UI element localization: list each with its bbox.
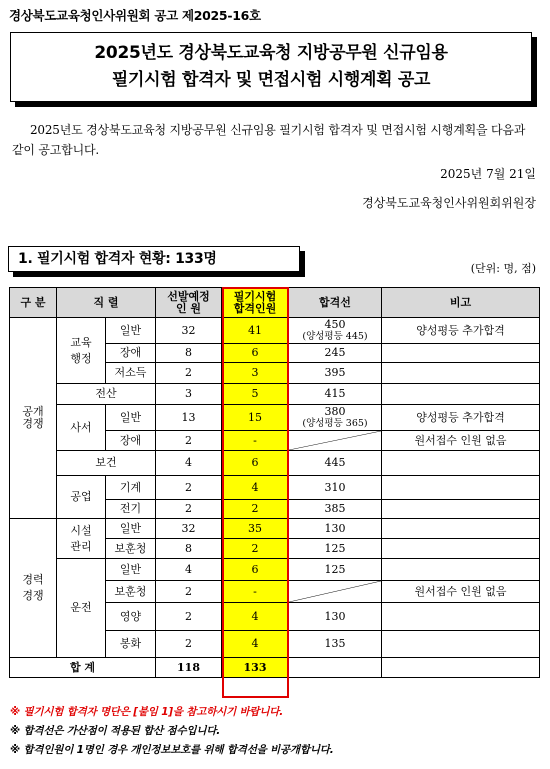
cell-passed: - (222, 431, 289, 451)
cell-remarks: 양성평등 추가합격 (382, 405, 540, 431)
cell-job: 보훈청 (106, 539, 156, 559)
cell-job: 일반 (106, 519, 156, 539)
cell-remarks (382, 539, 540, 559)
cell-cutoff: 130 (289, 519, 382, 539)
cell-job: 저소득 (106, 363, 156, 384)
cell-cutoff (289, 318, 382, 344)
note-1: ※ 필기시험 합격자 명단은 [붙임 1]을 참고하시기 바랍니다. (10, 706, 284, 718)
table-row (10, 405, 540, 431)
cell-cutoff: 135 (289, 631, 382, 658)
header-job: 직 렬 (57, 288, 156, 318)
cell-passed: 2 (222, 500, 289, 519)
total-passed: 133 (222, 658, 289, 678)
cell-cutoff-empty (289, 431, 382, 451)
cell-passed: 35 (222, 519, 289, 539)
cutoff-note: (양성평등 365) (302, 417, 368, 429)
sub-industry: 공업 (57, 476, 106, 519)
cell-cutoff: 310 (289, 476, 382, 500)
note-3: ※ 합격인원이 1명인 경우 개인정보보호를 위해 합격선을 비공개합니다. (10, 744, 334, 756)
cutoff-value: 380 (324, 404, 346, 418)
cell-cutoff: 385 (289, 500, 382, 519)
cell-cutoff: 125 (289, 559, 382, 581)
cell-passed: 6 (222, 451, 289, 476)
header-passed: 필기시험 합격인원 (222, 288, 289, 318)
table-header-row (10, 288, 540, 318)
results-table (9, 287, 540, 678)
cutoff-value: 450 (324, 317, 346, 331)
cell-remarks (382, 363, 540, 384)
cell-planned: 2 (156, 603, 222, 631)
sub-edu-admin: 교육 행정 (57, 318, 106, 384)
diagonal-line (289, 431, 381, 450)
cell-planned: 4 (156, 559, 222, 581)
header-planned: 선발예정 인 원 (156, 288, 222, 318)
cell-planned: 2 (156, 581, 222, 603)
notice-date: 2025년 7월 21일 (440, 167, 536, 181)
cell-planned: 2 (156, 631, 222, 658)
cutoff-note: (양성평등 445) (302, 330, 368, 342)
cell-remarks (382, 519, 540, 539)
cell-remarks: 양성평등 추가합격 (382, 318, 540, 344)
total-cutoff (289, 658, 382, 678)
cell-passed: 15 (222, 405, 289, 431)
header-cutoff: 합격선 (289, 288, 382, 318)
cell-remarks (382, 384, 540, 405)
cell-cutoff: 130 (289, 603, 382, 631)
notes (10, 703, 334, 760)
cell-job: 일반 (106, 318, 156, 344)
cell-planned: 13 (156, 405, 222, 431)
cell-job: 전기 (106, 500, 156, 519)
cell-planned: 32 (156, 318, 222, 344)
cell-job: 장애 (106, 431, 156, 451)
cell-planned: 8 (156, 539, 222, 559)
group-career: 경력 경쟁 (10, 519, 57, 658)
cell-remarks: 원서접수 인원 없음 (382, 431, 540, 451)
table-row (10, 476, 540, 500)
cell-planned: 32 (156, 519, 222, 539)
cell-passed: 5 (222, 384, 289, 405)
cell-passed: 4 (222, 631, 289, 658)
header-division: 구 분 (10, 288, 57, 318)
cell-passed: 4 (222, 603, 289, 631)
group-open: 공개 경쟁 (10, 318, 57, 519)
cell-job: 영양 (106, 603, 156, 631)
cell-job: 보건 (57, 451, 156, 476)
cell-remarks (382, 631, 540, 658)
total-planned: 118 (156, 658, 222, 678)
cell-job: 장애 (106, 344, 156, 363)
cell-remarks: 원서접수 인원 없음 (382, 581, 540, 603)
table-row (10, 519, 540, 539)
cell-passed: 6 (222, 559, 289, 581)
cell-planned: 2 (156, 476, 222, 500)
total-row (10, 658, 540, 678)
diagonal-line (289, 581, 381, 602)
cell-cutoff (289, 405, 382, 431)
note-2: ※ 합격선은 가산점이 적용된 합산 점수입니다. (10, 725, 221, 737)
cell-job: 보훈청 (106, 581, 156, 603)
cell-job: 전산 (57, 384, 156, 405)
notice-number: 경상북도교육청인사위원회 공고 제2025-16호 (9, 8, 261, 23)
cell-planned: 4 (156, 451, 222, 476)
cell-planned: 2 (156, 363, 222, 384)
cell-cutoff: 415 (289, 384, 382, 405)
cell-remarks (382, 476, 540, 500)
cell-passed: 41 (222, 318, 289, 344)
section-1-title: 1. 필기시험 합격자 현황: 133명 (18, 251, 217, 267)
table-row (10, 384, 540, 405)
cell-remarks (382, 603, 540, 631)
cell-planned: 3 (156, 384, 222, 405)
table-row (10, 451, 540, 476)
cell-passed: - (222, 581, 289, 603)
title-line-1: 2025년도 경상북도교육청 지방공무원 신규임용 (94, 43, 448, 63)
cell-planned: 2 (156, 431, 222, 451)
cell-cutoff: 395 (289, 363, 382, 384)
cell-job: 기계 (106, 476, 156, 500)
header-remarks: 비고 (382, 288, 540, 318)
section-1-heading (8, 246, 300, 272)
title-box (10, 32, 532, 102)
cell-job: 일반 (106, 559, 156, 581)
title-line-2: 필기시험 합격자 및 면접시험 시행계획 공고 (111, 70, 431, 90)
intro-paragraph: 2025년도 경상북도교육청 지방공무원 신규임용 필기시험 합격자 및 면접시험 시행계획을 다음과 같이 공고합니다. (12, 123, 526, 157)
unit-label: (단위: 명, 점) (470, 262, 536, 275)
cell-job: 일반 (106, 405, 156, 431)
sub-facility: 시설 관리 (57, 519, 106, 559)
table-row (10, 559, 540, 581)
total-label: 합 계 (10, 658, 156, 678)
signer: 경상북도교육청인사위원회위원장 (362, 196, 536, 210)
cell-cutoff: 445 (289, 451, 382, 476)
sub-librarian: 사서 (57, 405, 106, 451)
cell-cutoff: 245 (289, 344, 382, 363)
cell-passed: 4 (222, 476, 289, 500)
table-row (10, 318, 540, 344)
cell-cutoff: 125 (289, 539, 382, 559)
cell-planned: 2 (156, 500, 222, 519)
cell-remarks (382, 500, 540, 519)
cell-planned: 8 (156, 344, 222, 363)
cell-remarks (382, 451, 540, 476)
cell-passed: 2 (222, 539, 289, 559)
cell-job: 봉화 (106, 631, 156, 658)
cell-remarks (382, 344, 540, 363)
cell-passed: 6 (222, 344, 289, 363)
sub-driving: 운전 (57, 559, 106, 658)
cell-passed: 3 (222, 363, 289, 384)
cell-cutoff-empty (289, 581, 382, 603)
cell-remarks (382, 559, 540, 581)
total-remarks (382, 658, 540, 678)
